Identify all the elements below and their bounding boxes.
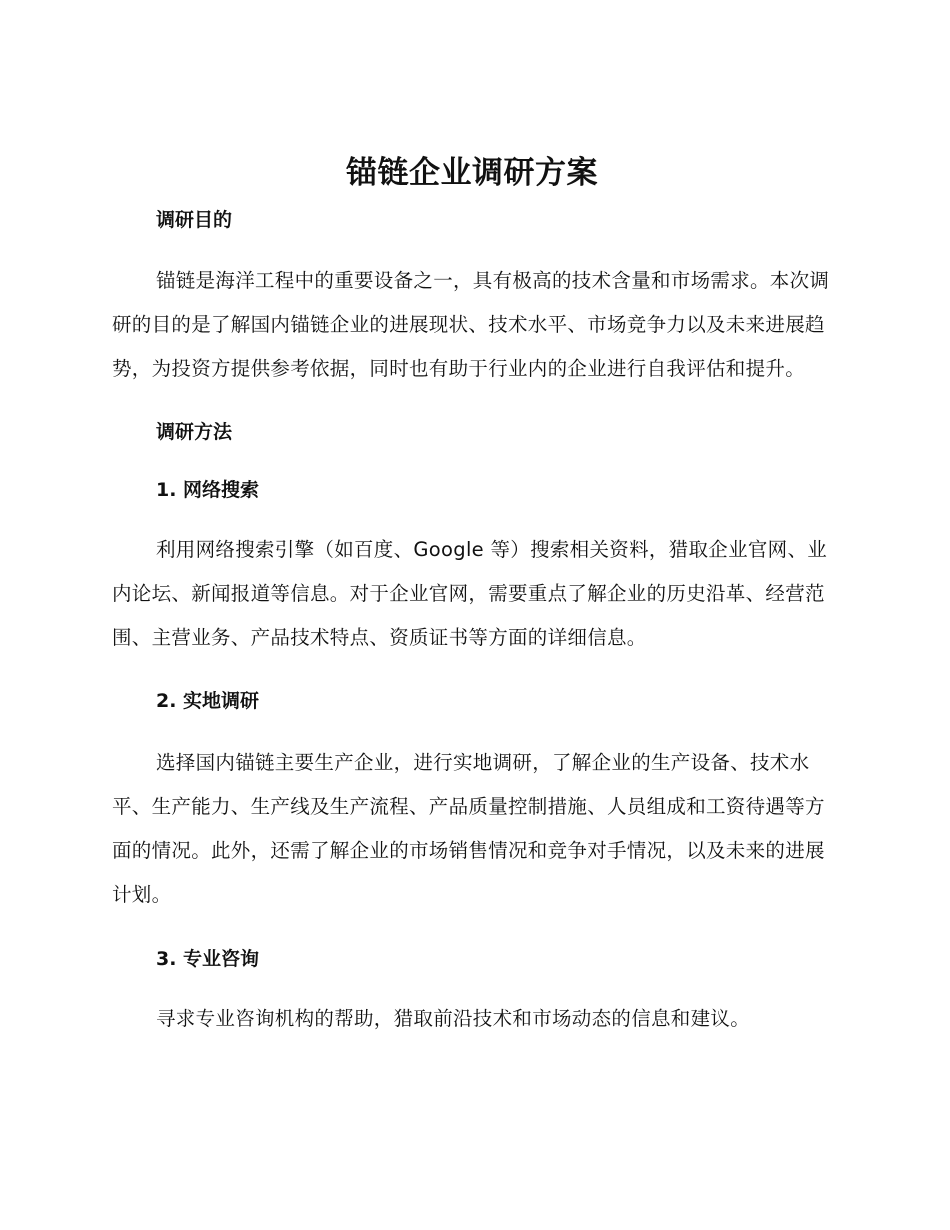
section-heading-method: 调研方法 bbox=[156, 421, 233, 443]
paragraph-field-research: 选择国内锚链主要生产企业，进行实地调研，了解企业的生产设备、技术水平、生产能力、生产线及生产流程、产品质量控制措施、人员组成和工资待遇等方面的情况。此外，还需了解企业的市场销售情况和竞争对手情况，以及未来的进展计划。 bbox=[112, 751, 825, 906]
subheading-field-research: 2. 实地调研 bbox=[156, 690, 260, 712]
paragraph-web-search: 利用网络搜索引擎（如百度、Google 等）搜索相关资料，猎取企业官网、业内论坛、新闻报道等信息。对于企业官网，需要重点了解企业的历史沿革、经营范围、主营业务、产品技术特点、资质证书等方面的详细信息。 bbox=[112, 538, 828, 649]
paragraph-purpose: 锚链是海洋工程中的重要设备之一，具有极高的技术含量和市场需求。本次调研的目的是了解国内锚链企业的进展现状、技术水平、市场竞争力以及未来进展趋势，为投资方提供参考依据，同时也有助于行业内的企业进行自我评估和提升。 bbox=[112, 269, 830, 380]
document-title: 锚链企业调研方案 bbox=[346, 155, 598, 191]
subheading-web-search: 1. 网络搜索 bbox=[156, 479, 260, 501]
section-heading-purpose: 调研目的 bbox=[156, 209, 233, 231]
subheading-expert-consulting: 3. 专业咨询 bbox=[156, 948, 260, 970]
paragraph-expert-consulting: 寻求专业咨询机构的帮助，猎取前沿技术和市场动态的信息和建议。 bbox=[156, 1007, 751, 1030]
